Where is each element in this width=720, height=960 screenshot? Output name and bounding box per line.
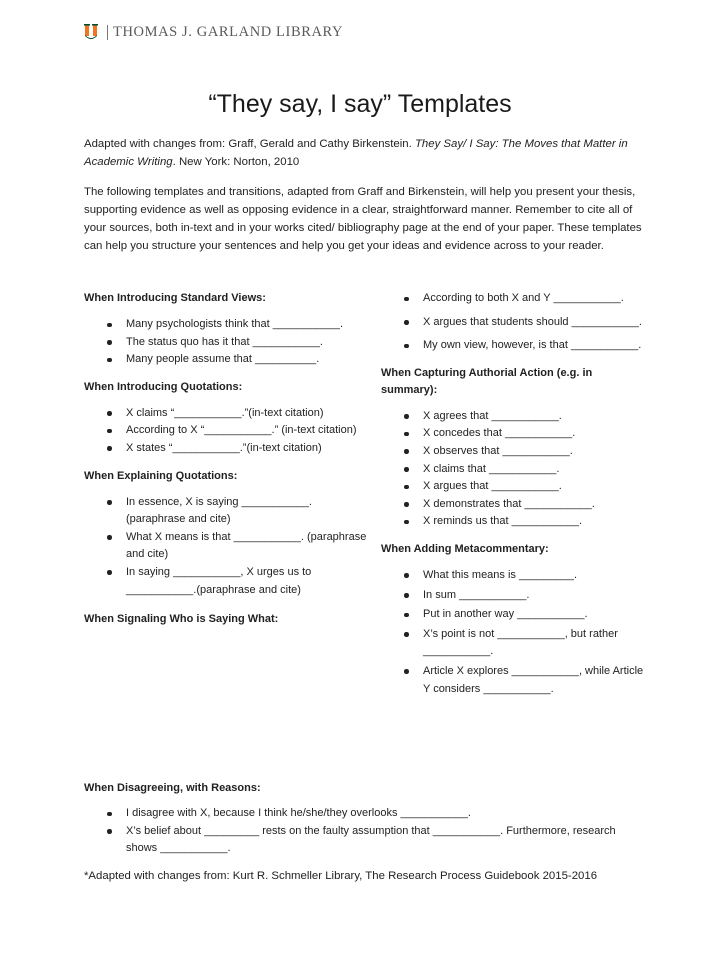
list-item: According to both X and Y ___________. — [381, 290, 651, 308]
list-item: My own view, however, is that ___________. — [381, 337, 651, 355]
header-divider — [107, 25, 108, 40]
right-column — [381, 290, 651, 698]
list-item: X observes that ___________. — [381, 443, 651, 461]
section-heading: When Adding Metacommentary: — [381, 542, 549, 555]
list-item: According to X “___________.” (in-text citation) — [84, 422, 374, 440]
bullet-list — [84, 316, 374, 369]
list-item: Many people assume that __________. — [84, 351, 374, 369]
list-item: X demonstrates that ___________. — [381, 496, 651, 514]
intro-paragraph: The following templates and transitions, adapted from Graff and Birkenstein, will help you present your thesis, supporting evidence as well as opposing evidence in a clear, straightforward manner. Remember to cite all of your sources, both in-text and in your works cited/ bibliography page at the end of your paper. These templates can help you structure your sentences and help you get your ideas and evidence across to your reader. — [84, 186, 642, 252]
list-item: In saying ___________, X urges us to ___________.(paraphrase and cite) — [84, 564, 374, 599]
section-heading: When Introducing Quotations: — [84, 380, 243, 393]
university-logo-icon — [84, 23, 104, 41]
list-item: X reminds us that ___________. — [381, 513, 651, 531]
list-item: X argues that students should ___________. — [381, 314, 651, 332]
list-item: The status quo has it that ___________. — [84, 334, 374, 352]
list-item: Many psychologists think that ___________. — [84, 316, 374, 334]
list-item: I disagree with X, because I think he/she/they overlooks ___________. — [84, 805, 644, 823]
section-heading: When Disagreeing, with Reasons: — [84, 782, 261, 794]
citation — [84, 135, 644, 171]
section-heading: When Capturing Authorial Action (e.g. in summary): — [381, 366, 593, 396]
list-item: Article X explores ___________, while Article Y considers ___________. — [381, 663, 651, 698]
list-item: What this means is _________. — [381, 567, 651, 585]
bullet-list — [84, 805, 644, 858]
footnote: *Adapted with changes from: Kurt R. Schmeller Library, The Research Process Guidebook 2015-2016 — [84, 870, 598, 882]
page-title: “They say, I say” Templates — [208, 90, 512, 118]
list-item: X states “___________.”(in-text citation) — [84, 440, 374, 458]
bullet-list — [84, 405, 374, 458]
list-item: X agrees that ___________. — [381, 408, 651, 426]
list-item: In sum ___________. — [381, 587, 651, 605]
left-column — [84, 290, 374, 628]
citation-book-title: They Say/ I Say: The Moves that Matter in Academic Writing — [84, 138, 628, 168]
list-item: X’s point is not ___________, but rather ___________. — [381, 626, 651, 661]
library-header — [84, 22, 343, 42]
disagreeing-section — [84, 780, 644, 858]
list-item: X argues that ___________. — [381, 478, 651, 496]
library-name: THOMAS J. GARLAND LIBRARY — [113, 23, 344, 40]
list-item: X claims “___________.”(in-text citation) — [84, 405, 374, 423]
list-item: What X means is that ___________. (paraphrase and cite) — [84, 529, 374, 564]
citation-prefix: Adapted with changes from: Graff, Gerald and Cathy Birkenstein. — [84, 138, 415, 150]
bullet-list — [84, 494, 374, 600]
list-item: X concedes that ___________. — [381, 425, 651, 443]
list-item: Put in another way ___________. — [381, 606, 651, 624]
bullet-list — [381, 408, 651, 531]
bullet-list — [381, 290, 651, 355]
list-item: X claims that ___________. — [381, 461, 651, 479]
section-heading: When Explaining Quotations: — [84, 469, 238, 482]
citation-suffix: . New York: Norton, 2010 — [172, 156, 300, 168]
bullet-list — [381, 567, 651, 698]
section-heading: When Introducing Standard Views: — [84, 292, 266, 304]
section-heading: When Signaling Who is Saying What: — [84, 613, 279, 626]
list-item: X’s belief about _________ rests on the faulty assumption that ___________. Furthermore, research shows ___________. — [84, 823, 644, 858]
list-item: In essence, X is saying ___________. (paraphrase and cite) — [84, 494, 374, 529]
